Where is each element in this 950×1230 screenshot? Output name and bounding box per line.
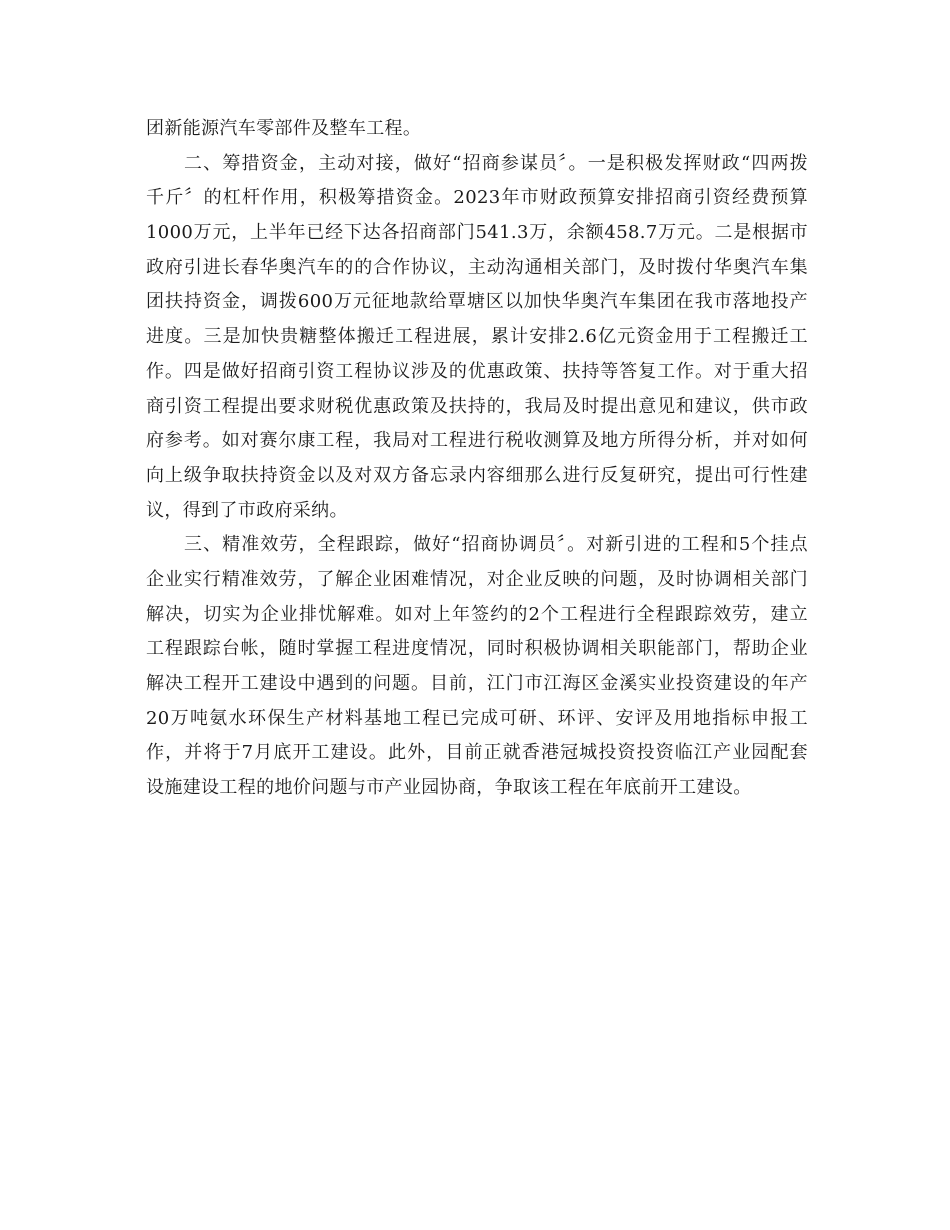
- paragraph-3: [146, 528, 808, 806]
- document-body: [146, 112, 808, 806]
- text-line: 设施建设工程的地价问题与市产业园协商，争取该工程在年底前开工建设。: [146, 777, 752, 799]
- text-line: 1000万元，上半年已经下达各招商部门541.3万，余额458.7万元。二是根据市: [146, 222, 808, 244]
- text-line: 团扶持资金，调拨600万元征地款给覃塘区以加快华奥汽车集团在我市落地投产: [146, 291, 808, 313]
- text-line: 二、筹措资金，主动对接，做好“招商参谋员〞。一是积极发挥财政“四两拨: [184, 152, 808, 174]
- text-line: 政府引进长春华奥汽车的的合作协议，主动沟通相关部门，及时拨付华奥汽车集: [146, 256, 808, 278]
- text-line: 解决工程开工建设中遇到的问题。目前，江门市江海区金溪实业投资建设的年产: [146, 673, 808, 694]
- text-line: 进度。三是加快贵糖整体搬迁工程进展，累计安排2.6亿元资金用于工程搬迁工: [146, 326, 808, 348]
- text-line: 向上级争取扶持资金以及对双方备忘录内容细那么进行反复研究，提出可行性建: [146, 464, 808, 486]
- text-line: 商引资工程提出要求财税优惠政策及扶持的，我局及时提出意见和建议，供市政: [146, 395, 808, 417]
- text-line: 千斤〞的杠杆作用，积极筹措资金。2023年市财政预算安排招商引资经费预算: [146, 187, 808, 209]
- text-line: 20万吨氨水环保生产材料基地工程已完成可研、环评、安评及用地指标申报工: [146, 707, 808, 729]
- text-line: 议，得到了市政府采纳。: [146, 499, 348, 521]
- text-line: 团新能源汽车零部件及整车工程。: [146, 118, 422, 139]
- paragraph-1: [146, 112, 808, 147]
- text-line: 解决，切实为企业排忧解难。如对上年签约的2个工程进行全程跟踪效劳，建立: [146, 603, 808, 625]
- text-line: 府参考。如对赛尔康工程，我局对工程进行税收测算及地方所得分析，并对如何: [146, 430, 808, 452]
- text-line: 作。四是做好招商引资工程协议涉及的优惠政策、扶持等答复工作。对于重大招: [146, 360, 808, 382]
- text-line: 工程跟踪台帐，随时掌握工程进度情况，同时积极协调相关职能部门，帮助企业: [146, 638, 808, 660]
- paragraph-2: [146, 147, 808, 529]
- text-line: 作，并将于7月底开工建设。此外，目前正就香港冠城投资投资临江产业园配套: [146, 742, 808, 764]
- text-line: 企业实行精准效劳，了解企业困难情况，对企业反映的问题，及时协调相关部门: [146, 568, 808, 590]
- text-line: 三、精准效劳，全程跟踪，做好“招商协调员〞。对新引进的工程和5个挂点: [184, 534, 808, 556]
